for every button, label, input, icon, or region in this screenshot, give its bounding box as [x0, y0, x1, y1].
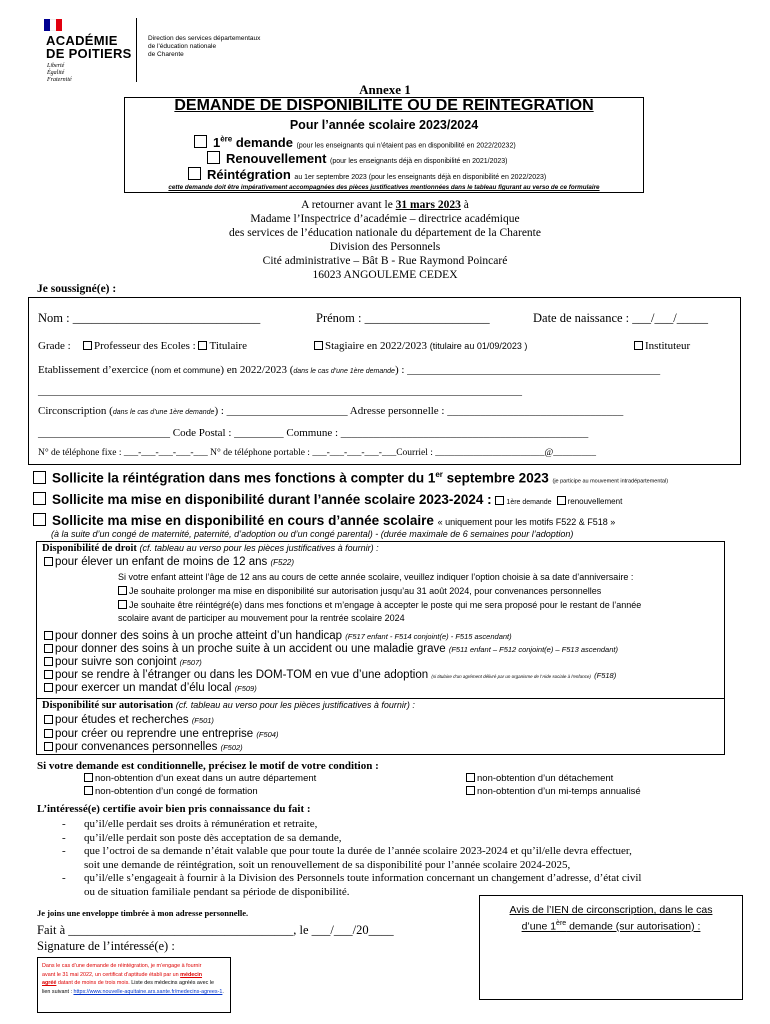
droit-item[interactable]: pour suivre son conjoint (F507) [44, 656, 202, 668]
autorisation-item[interactable]: pour convenances personnelles (F502) [44, 741, 243, 753]
soussigne-label: Je soussigné(e) : [37, 283, 117, 295]
droit-item[interactable]: pour donner des soins à un proche atteint d’un handicap (F517 enfant - F514 conjoint(e) - F515 ascendant) [44, 630, 512, 642]
type-reintegration[interactable]: Réintégration au 1er septembre 2023 (pour les enseignants déjà en disponibilité en 2022/2023) [188, 167, 546, 182]
condition-option[interactable]: non-obtention d’un exeat dans un autre département [84, 773, 316, 784]
checkbox[interactable] [44, 683, 53, 692]
request-cours-annee[interactable]: Sollicite ma mise en disponibilité en cours d’année scolaire « uniquement pour les motifs F522 & F518 » [33, 513, 615, 528]
birthdate-field[interactable]: Date de naissance : ___/___/_____ [533, 311, 708, 325]
checkbox[interactable] [84, 773, 93, 782]
checkbox[interactable] [44, 557, 53, 566]
return-address: A retourner avant le 31 mars 2023 à Madame l’Inspectrice d’académie – directrice académique des services de l’éducation nationale du département de la Charente Division des Personnels Cité administrative – Bât B - Rue Raymond Poincaré 16023 ANGOULEME CEDEX [229, 199, 541, 281]
etablissement-field[interactable]: Etablissement d’exercice (nom et commune) en 2022/2023 (dans le cas d’une 1ère demande) : ______________________________________________ [38, 364, 661, 376]
republic-motto: Liberté Égalité Fraternité [47, 63, 72, 83]
etablissement-line2[interactable]: ________________________________________________________________________________________ [38, 385, 522, 397]
footnote-text: Dans le cas d’une demande de réintégration, je m’engage à fournir avant le 31 mai 2022, un certificat d’aptitude établi par un médecin agréé datant de moins de trois mois. Liste des médecins agréés avec le lien suivant : https://www.nouvelle-aquitaine.ars.sante.fr/medecins-agrees-1. [42, 963, 224, 996]
checkbox[interactable] [188, 167, 201, 180]
prenom-field[interactable]: Prénom : ____________________ [316, 311, 490, 325]
agrees-link[interactable]: https://www.nouvelle-aquitaine.ars.sante.fr/medecins-agrees-1 [73, 989, 223, 996]
droit-item[interactable]: pour se rendre à l’étranger ou dans les DOM-TOM en vue d’une adoption (si titulaire d’un agrément délivré par un organisme de l’Aide sociale à l’enfance) (F518) [44, 669, 616, 681]
type-renewal[interactable]: Renouvellement (pour les enseignants déjà en disponibilité en 2021/2023) [207, 151, 508, 166]
droit-enfant-opt2-cont: scolaire avant de participer au mouvement pour la rentrée scolaire 2024 [118, 613, 405, 623]
grade-instituteur-option[interactable]: Instituteur [634, 340, 690, 352]
address-field[interactable]: ________________________ Code Postal : _________ Commune : _____________________________________________ [38, 427, 589, 439]
certif-heading: L’intéressé(e) certifie avoir bien pris connaissance du fait : [37, 803, 311, 815]
checkbox[interactable] [44, 742, 53, 751]
header-divider [136, 18, 137, 82]
request-cours-annee-note: (à la suite d’un congé de maternité, paternité, d’adoption ou d’un congé parental) - (durée maximale de 6 semaines pour l’adoption) [51, 529, 574, 539]
certif-list: - qu’il/elle perdait ses droits à rémunération et retraite, - qu’il/elle perdait son poste dès acceptation de sa demande, - que l’octroi de sa demande n’était valable que pour toute la durée de l’année scolaire 2023-2024 et qu’il/elle devra effectuer, soit une demande de réintégration, soit un renouvellement de sa disponibilité pour l’année scolaire 2024-2025, - qu’il/elle s’engageait à fournir à la Division des Personnels toute information concernant un changement d’adresse, d’état civil ou de situation familiale pendant sa période de disponibilité. [62, 818, 642, 898]
checkbox[interactable] [84, 786, 93, 795]
grade-pe-option[interactable]: Professeur des Ecoles : Titulaire [83, 340, 247, 352]
grade-stagiaire-option[interactable]: Stagiaire en 2022/2023 (titulaire au 01/09/2023 ) [314, 340, 527, 352]
republic-flag [44, 19, 62, 31]
envelope-note: Je joins une enveloppe timbrée à mon adresse personnelle. [37, 908, 249, 918]
checkbox[interactable] [44, 644, 53, 653]
checkbox[interactable] [44, 631, 53, 640]
signature-label: Signature de l’intéressé(e) : [37, 939, 175, 953]
condition-option[interactable]: non-obtention d’un détachement [466, 773, 613, 784]
fait-field[interactable]: Fait à ____________________________________, le ___/___/20____ [37, 923, 394, 937]
droit-item[interactable]: pour donner des soins à un proche suite à un accident ou une maladie grave (F511 enfant – F512 conjoint(e) – F513 ascendant) [44, 643, 618, 655]
phone-field[interactable]: N° de téléphone fixe : ___-___-___-___-___ N° de téléphone portable : ___-___-___-___-___Courriel : _______________________@_________ [38, 448, 597, 458]
autorisation-item[interactable]: pour créer ou reprendre une entreprise (F504) [44, 728, 278, 740]
condition-heading: Si votre demande est conditionnelle, précisez le motif de votre condition : [37, 760, 379, 772]
section-divider [36, 698, 725, 699]
autorisation-heading: Disponibilité sur autorisation (cf. tableau au verso pour les pièces justificatives à fournir) : [42, 700, 415, 711]
checkbox[interactable] [314, 341, 323, 350]
checkbox[interactable] [198, 341, 207, 350]
checkbox[interactable] [118, 586, 127, 595]
checkbox[interactable] [118, 600, 127, 609]
checkbox[interactable] [44, 670, 53, 679]
circonscription-field[interactable]: Circonscription (dans le cas d’une 1ère demande) : ______________________ Adresse personnelle : ________________________________ [38, 405, 624, 417]
checkbox[interactable] [44, 715, 53, 724]
type-first-request[interactable]: 1ère demande (pour les enseignants qui n’étaient pas en disponibilité en 2022/20232) [194, 135, 516, 150]
checkbox[interactable] [44, 729, 53, 738]
checkbox[interactable] [194, 135, 207, 148]
droit-enfant[interactable]: pour élever un enfant de moins de 12 ans (F522) [44, 556, 294, 568]
checkbox[interactable] [33, 492, 46, 505]
warning-note: cette demande doit être impérativement accompagnées des pièces justificatives mentionnées dans le tableau figurant au verso de ce formulaire [168, 184, 600, 191]
page-title: DEMANDE DE DISPONIBILITE OU DE REINTEGRATION [174, 97, 594, 114]
condition-option[interactable]: non-obtention d’un mi-temps annualisé [466, 786, 641, 797]
checkbox[interactable] [495, 496, 504, 505]
direction-name: Direction des services départementaux de l'éducation nationale de Charente [148, 35, 261, 58]
checkbox[interactable] [634, 341, 643, 350]
checkbox[interactable] [466, 773, 475, 782]
checkbox[interactable] [33, 471, 46, 484]
checkbox[interactable] [83, 341, 92, 350]
page-subtitle: Pour l’année scolaire 2023/2024 [289, 118, 479, 132]
avis-label: Avis de l’IEN de circonscription, dans le cas d’une 1ère demande (sur autorisation) : [509, 904, 713, 933]
checkbox[interactable] [557, 496, 566, 505]
checkbox[interactable] [207, 151, 220, 164]
academy-logo: ACADÉMIE DE POITIERS [46, 33, 132, 61]
checkbox[interactable] [33, 513, 46, 526]
grade-row: Grade : [38, 340, 71, 352]
droit-enfant-opt1[interactable]: Je souhaite prolonger ma mise en disponibilité sur autorisation jusqu’au 31 août 2024, pour convenances personnelles [118, 586, 601, 596]
checkbox[interactable] [466, 786, 475, 795]
nom-field[interactable]: Nom : ______________________________ [38, 311, 261, 325]
request-reintegration[interactable]: Sollicite la réintégration dans mes fonctions à compter du 1er septembre 2023 (je participe au mouvement intradépartemental) [33, 470, 668, 486]
checkbox[interactable] [44, 657, 53, 666]
request-disponibilite[interactable]: Sollicite ma mise en disponibilité durant l’année scolaire 2023-2024 : 1ère demande renouvellement [33, 492, 622, 507]
annexe-label: Annexe 1 [359, 82, 411, 97]
droit-heading: Disponibilité de droit (cf. tableau au verso pour les pièces justificatives à fournir) : [42, 543, 379, 554]
droit-item[interactable]: pour exercer un mandat d’élu local (F509) [44, 682, 257, 694]
droit-enfant-opt2[interactable]: Je souhaite être réintégré(e) dans mes fonctions et m’engage à accepter le poste qui me sera proposé pour le restant de l’année [118, 600, 641, 610]
condition-option[interactable]: non-obtention d’un congé de formation [84, 786, 258, 797]
autorisation-item[interactable]: pour études et recherches (F501) [44, 714, 214, 726]
droit-enfant-sub: Si votre enfant atteint l’âge de 12 ans au cours de cette année scolaire, veuillez indiquer l’option choisie à sa date d’anniversaire : [118, 572, 634, 582]
